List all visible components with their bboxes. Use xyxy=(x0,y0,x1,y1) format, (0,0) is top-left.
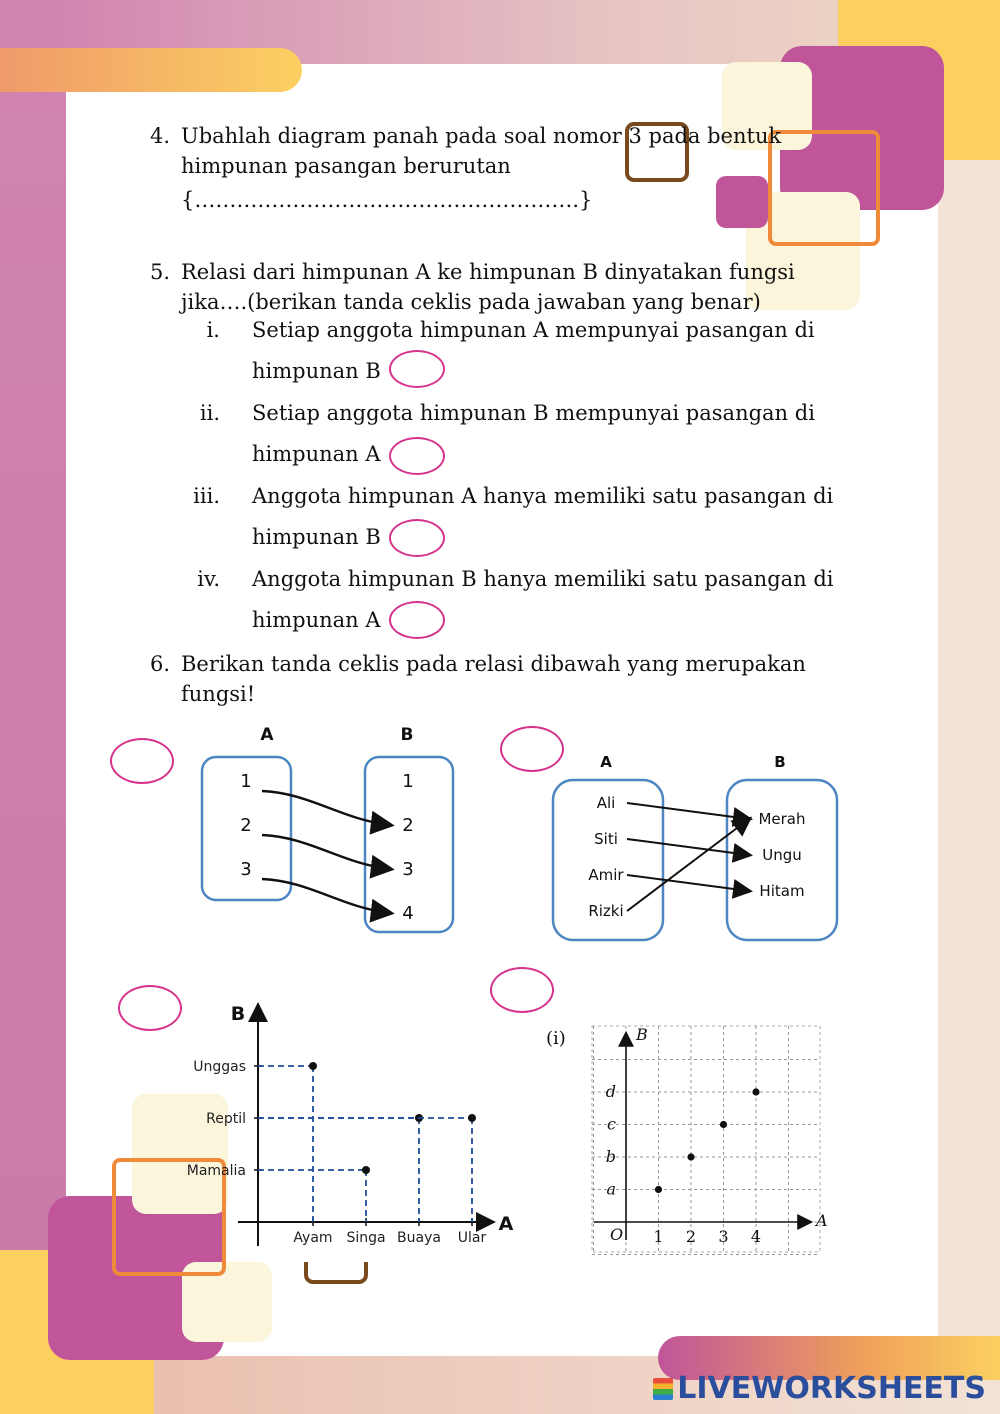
question-text-line2: himpunan pasangan berurutan xyxy=(181,154,511,178)
top-left-yellow-pill xyxy=(0,48,302,92)
x-axis-label: A xyxy=(498,1213,514,1235)
y-tick-label: Reptil xyxy=(206,1111,246,1127)
x-tick-label: Singa xyxy=(346,1230,386,1246)
set-b-item: Hitam xyxy=(759,882,805,900)
question-text-line1: Berikan tanda ceklis pada relasi dibawah yang merupakan xyxy=(181,652,806,676)
answer-blank[interactable]: {……………………………………………….} xyxy=(181,188,593,212)
set-a-label: A xyxy=(600,753,612,771)
relation-arrow xyxy=(627,803,749,819)
option-i-numeral: i. xyxy=(206,318,220,342)
y-tick-label: d xyxy=(605,1082,616,1101)
set-b-item: Merah xyxy=(758,810,806,828)
option-ii-line2: himpunan A xyxy=(252,442,381,466)
x-tick-label: Ular xyxy=(457,1230,487,1246)
x-tick-label: 1 xyxy=(653,1227,664,1246)
set-b-item: Ungu xyxy=(762,846,802,864)
option-ii-numeral: ii. xyxy=(199,401,220,425)
option-i-line1: Setiap anggota himpunan A mempunyai pasangan di xyxy=(252,318,815,342)
y-tick-label: Mamalia xyxy=(186,1163,246,1179)
diagram1-checkbox[interactable] xyxy=(110,738,174,784)
option-iii-checkbox[interactable] xyxy=(389,519,445,557)
question-number: 4. xyxy=(150,124,171,148)
data-point xyxy=(362,1166,370,1174)
question-text-line1: Ubahlah diagram panah pada soal nomor 3 pada bentuk xyxy=(181,124,782,148)
set-a-item: Rizki xyxy=(588,902,624,920)
set-b-item: 2 xyxy=(402,815,414,836)
relation-arrow xyxy=(627,819,749,911)
y-axis-label: B xyxy=(230,1003,246,1025)
data-point xyxy=(752,1088,759,1095)
question-text-line2: jika….(berikan tanda ceklis pada jawaban yang benar) xyxy=(181,290,761,314)
x-axis-label: A xyxy=(816,1211,828,1230)
cartesian-chart-2 xyxy=(540,1020,830,1260)
option-ii-checkbox[interactable] xyxy=(389,437,445,475)
live-icon xyxy=(653,1378,673,1400)
set-b-item: 1 xyxy=(402,771,414,792)
data-point xyxy=(720,1121,727,1128)
y-tick-label: b xyxy=(605,1147,616,1166)
arrow-diagram-2 xyxy=(545,745,845,950)
relation-arrow xyxy=(262,879,390,913)
set-a-label: A xyxy=(260,725,274,745)
chart1-checkbox[interactable] xyxy=(118,985,182,1031)
y-tick-label: Unggas xyxy=(193,1059,246,1075)
x-tick-label: Ayam xyxy=(293,1230,333,1246)
set-a-item: 1 xyxy=(240,771,252,792)
chart-title: (i) xyxy=(546,1028,566,1049)
arrow-diagram-1 xyxy=(190,715,470,945)
question-text-line1: Relasi dari himpunan A ke himpunan B dinyatakan fungsi xyxy=(181,260,795,284)
set-b-label: B xyxy=(400,725,414,745)
question-number: 5. xyxy=(150,260,171,284)
option-i-checkbox[interactable] xyxy=(389,350,445,388)
relation-arrow xyxy=(262,791,390,825)
y-axis-label: B xyxy=(636,1025,648,1044)
question-4 xyxy=(150,121,850,221)
set-b-label: B xyxy=(774,753,786,771)
liveworksheets-logo xyxy=(653,1371,986,1406)
origin-label: O xyxy=(610,1225,624,1244)
set-a-item: Amir xyxy=(588,866,624,884)
bottom-brown-bracket xyxy=(304,1262,368,1284)
option-iii-line2: himpunan B xyxy=(252,525,381,549)
brand-name: LIVEWORKSHEETS xyxy=(677,1371,986,1406)
set-a-item: Siti xyxy=(594,830,618,848)
question-5 xyxy=(150,257,850,321)
right-border xyxy=(938,0,1000,1414)
option-ii-line1: Setiap anggota himpunan B mempunyai pasangan di xyxy=(252,401,815,425)
x-tick-label: 3 xyxy=(718,1227,729,1246)
set-b-item: 3 xyxy=(402,859,414,880)
x-tick-label: Buaya xyxy=(397,1230,441,1246)
question-6 xyxy=(150,649,850,713)
x-tick-label: 2 xyxy=(685,1227,697,1246)
relation-arrow xyxy=(627,839,749,855)
set-a-item: 2 xyxy=(240,815,252,836)
x-tick-label: 4 xyxy=(750,1227,762,1246)
cartesian-chart-1 xyxy=(180,998,520,1253)
set-a-item: Ali xyxy=(596,794,616,812)
data-point xyxy=(655,1186,662,1193)
data-point xyxy=(468,1114,476,1122)
option-iii-numeral: iii. xyxy=(193,484,220,508)
set-a-item: 3 xyxy=(240,859,252,880)
option-iv-numeral: iv. xyxy=(197,567,220,591)
question-text-line2: fungsi! xyxy=(181,682,256,706)
relation-arrow xyxy=(262,835,390,869)
option-iii-line1: Anggota himpunan A hanya memiliki satu pasangan di xyxy=(252,484,834,508)
y-tick-label: a xyxy=(606,1179,616,1199)
option-iv-line1: Anggota himpunan B hanya memiliki satu pasangan di xyxy=(252,567,834,591)
data-point xyxy=(687,1153,694,1160)
y-tick-label: c xyxy=(607,1114,616,1134)
question-number: 6. xyxy=(150,652,171,676)
option-iv-checkbox[interactable] xyxy=(389,601,445,639)
set-b-item: 4 xyxy=(402,903,414,924)
option-iv-line2: himpunan A xyxy=(252,608,381,632)
relation-arrow xyxy=(627,875,749,891)
option-i-line2: himpunan B xyxy=(252,359,381,383)
data-point xyxy=(309,1062,317,1070)
